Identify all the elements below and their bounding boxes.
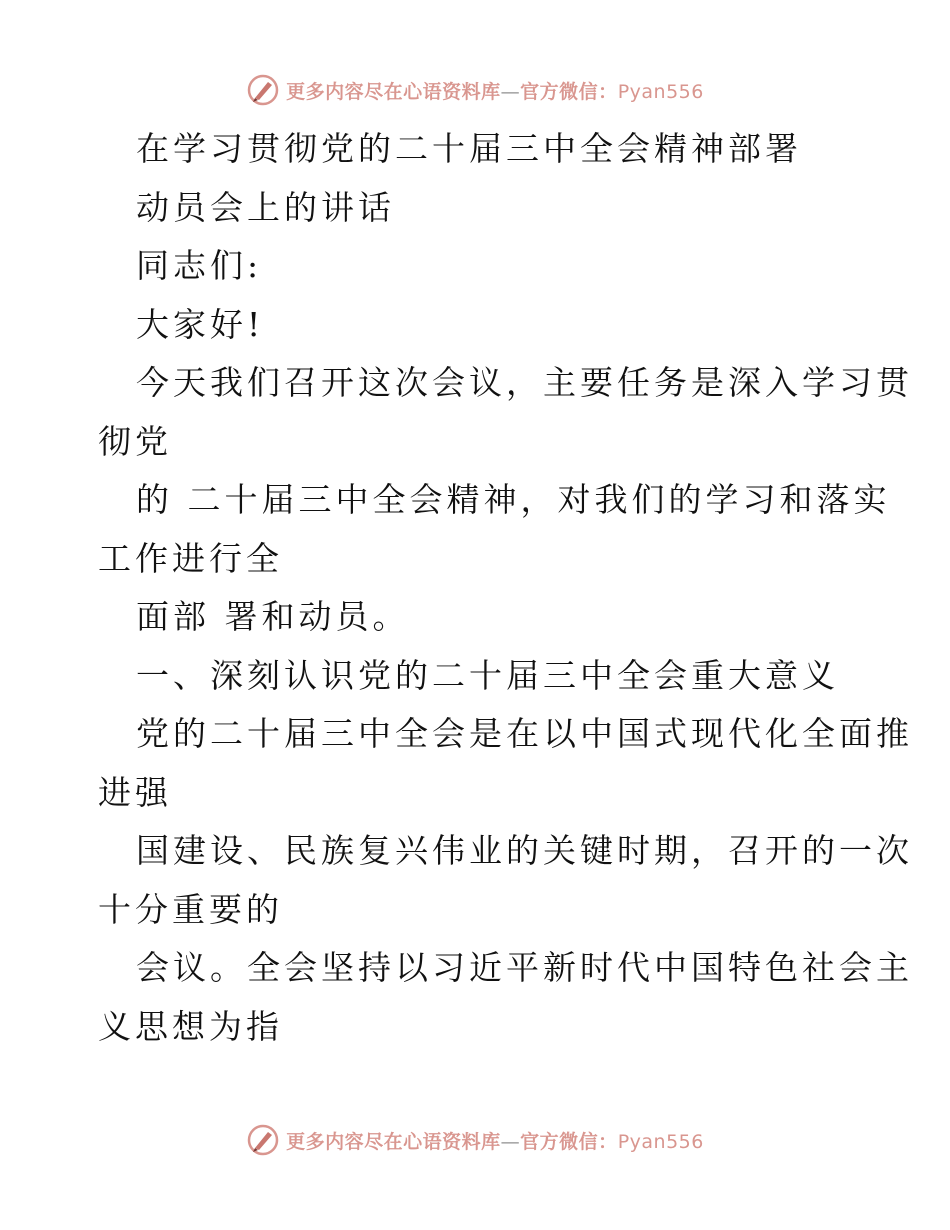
paragraph-line: 彻党 [98,421,172,461]
paragraph-line: 十分重要的 [98,889,283,929]
document-title-line-2: 动员会上的讲话 [136,187,395,227]
watermark-prefix: 更多内容尽在心语资料库 [286,80,501,103]
watermark-dash: — [500,80,521,103]
watermark-prefix: 更多内容尽在心语资料库 [286,1130,501,1153]
document-title-line-1: 在学习贯彻党的二十届三中全会精神部署 [136,129,802,168]
watermark-official: 官方微信： [520,80,618,103]
paragraph-line: 进强 [98,772,172,812]
document-body [98,120,913,1056]
quill-pen-circle-icon [246,1123,280,1157]
paragraph-line: 义思想为指 [98,1006,283,1046]
paragraph-line: 会议。全会坚持以习近平新时代中国特色社会主 [136,948,913,987]
greeting: 大家好! [136,304,265,344]
quill-pen-circle-icon [246,73,280,107]
footer-watermark [0,1120,950,1160]
watermark-wechat-id: Pyan556 [617,1130,704,1153]
paragraph-line: 工作进行全 [98,538,283,578]
section-heading: 一、深刻认识党的二十届三中全会重大意义 [136,655,839,695]
header-watermark [0,70,950,110]
paragraph-line: 今天我们召开这次会议，主要任务是深入学习贯 [136,363,913,402]
watermark-official: 官方微信： [520,1130,618,1153]
paragraph-line: 党的二十届三中全会是在以中国式现代化全面推 [136,714,913,753]
watermark-text [286,77,704,104]
watermark-dash: — [500,1130,521,1153]
paragraph-line: 的 二十届三中全会精神，对我们的学习和落实 [136,480,891,519]
watermark-text [286,1127,704,1154]
paragraph-line: 国建设、民族复兴伟业的关键时期，召开的一次 [136,831,913,870]
salutation: 同志们: [136,246,263,285]
paragraph-line: 面部 署和动员。 [136,597,410,636]
watermark-wechat-id: Pyan556 [617,80,704,103]
